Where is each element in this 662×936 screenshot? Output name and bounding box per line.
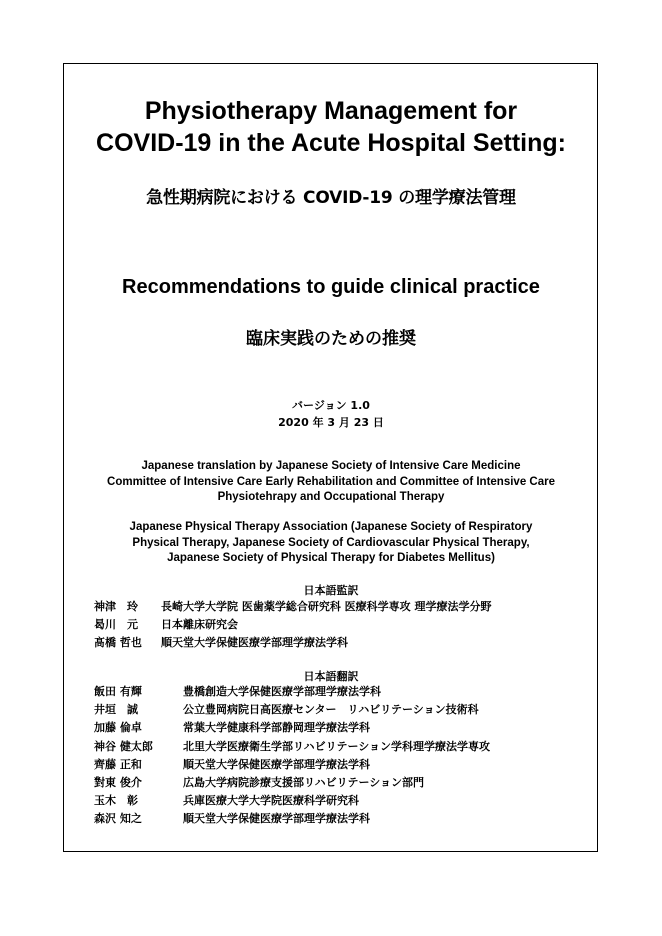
- subtitle: Recommendations to guide clinical practice: [122, 276, 540, 298]
- version-date: 2020 年 3 月 23 日: [278, 416, 384, 429]
- list-item: [94, 701, 490, 719]
- member-name: 飯田 有輝: [94, 685, 142, 698]
- member-affiliation: 豊橋創造大学保健医療学部理学療法学科: [183, 685, 381, 698]
- member-name: 齊藤 正和: [94, 757, 142, 771]
- list-item: [94, 616, 492, 634]
- association-line: Japanese Physical Therapy Association (Japanese Society of Respiratory: [129, 521, 533, 533]
- list-item: [94, 738, 490, 756]
- member-name: 井垣 誠: [94, 703, 138, 717]
- version-label: バージョン 1.0: [292, 399, 370, 412]
- main-title: [0, 95, 662, 159]
- association-credit: [0, 520, 662, 567]
- translation-credit-line: Japanese translation by Japanese Society of Intensive Care Medicine: [141, 460, 521, 472]
- member-affiliation: 広島大学病院診療支援部リハビリテーション部門: [183, 776, 425, 790]
- member-affiliation: 常葉大学健康科学部静岡理学療法学科: [183, 721, 370, 735]
- translation-credit-line: Physiotehrapy and Occupational Therapy: [217, 491, 445, 503]
- association-line: Physical Therapy, Japanese Society of Cardiovascular Physical Therapy,: [132, 536, 530, 549]
- association-line: Japanese Society of Physical Therapy for Diabetes Mellitus): [167, 552, 495, 564]
- main-title-japanese: 急性期病院における COVID-19 の理学療法管理: [146, 188, 516, 208]
- main-title-line-2: COVID-19 in the Acute Hospital Setting:: [96, 129, 566, 157]
- member-affiliation: 北里大学医療衛生学部リハビリテーション学科理学療法学専攻: [183, 739, 491, 753]
- member-name: 森沢 知之: [94, 812, 142, 826]
- translators-heading: 日本語翻訳: [303, 670, 359, 683]
- supervision-heading: 日本語監訳: [303, 584, 359, 597]
- member-affiliation: 日本離床研究会: [161, 618, 238, 632]
- list-item: [94, 683, 490, 701]
- member-affiliation: 順天堂大学保健医療学部理学療法学科: [183, 812, 370, 826]
- subtitle-japanese: 臨床実践のための推奨: [246, 329, 416, 349]
- member-affiliation: 順天堂大学保健医療学部理学療法学科: [183, 757, 370, 771]
- supervision-list: [94, 598, 492, 653]
- list-item: [94, 756, 490, 774]
- list-item: [94, 792, 490, 810]
- member-name: 對東 俊介: [94, 776, 142, 790]
- translation-credit-line: Committee of Intensive Care Early Rehabilitation and Committee of Intensive Care: [107, 475, 555, 488]
- member-name: 神谷 健太郎: [94, 739, 153, 753]
- member-affiliation: 公立豊岡病院日高医療センター リハビリテーション技術科: [183, 703, 479, 717]
- member-affiliation: 順天堂大学保健医療学部理学療法学科: [161, 636, 348, 650]
- member-affiliation: 兵庫医療大学大学院医療科学研究科: [183, 794, 359, 808]
- member-name: 玉木 彰: [94, 794, 138, 808]
- list-item: [94, 810, 490, 828]
- list-item: [94, 634, 492, 652]
- version-block: [0, 397, 662, 431]
- list-item: [94, 774, 490, 792]
- member-name: 曷川 元: [94, 618, 138, 632]
- member-name: 加藤 倫卓: [94, 721, 142, 735]
- main-title-line-1: Physiotherapy Management for: [144, 97, 518, 125]
- list-item: [94, 598, 492, 616]
- member-name: 神津 玲: [94, 600, 138, 613]
- member-name: 髙橋 哲也: [94, 636, 142, 650]
- translation-credit: [0, 459, 662, 506]
- translators-list: [94, 683, 490, 829]
- list-item: [94, 719, 490, 737]
- member-affiliation: 長崎大学大学院 医歯薬学総合研究科 医療科学専攻 理学療法学分野: [161, 600, 492, 613]
